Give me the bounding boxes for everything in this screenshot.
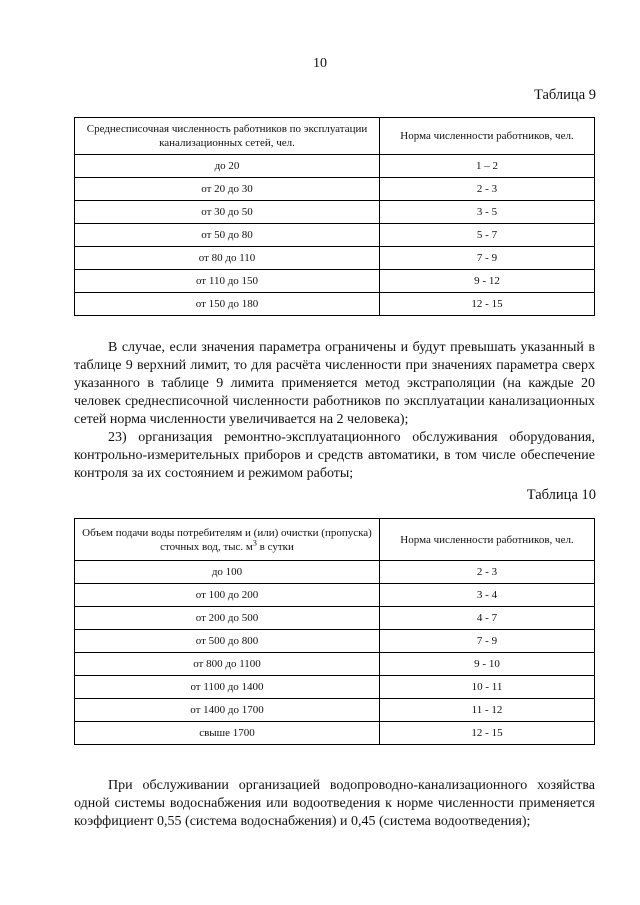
range-cell: свыше 1700 xyxy=(75,722,380,745)
norm-cell: 12 - 15 xyxy=(380,722,595,745)
range-cell: от 20 до 30 xyxy=(75,178,380,201)
table9-header-col2: Норма численности работников, чел. xyxy=(380,118,595,155)
table-row xyxy=(75,630,595,653)
table-row xyxy=(75,247,595,270)
header-text-tail: в сутки xyxy=(256,540,294,553)
table-row xyxy=(75,155,595,178)
table10 xyxy=(74,518,595,745)
header-superscript: 3 xyxy=(252,537,257,547)
norm-cell: 5 - 7 xyxy=(380,224,595,247)
norm-cell: 2 - 3 xyxy=(380,178,595,201)
table10-caption: Таблица 10 xyxy=(526,487,596,503)
table-row xyxy=(75,699,595,722)
norm-cell: 2 - 3 xyxy=(380,561,595,584)
range-cell: до 20 xyxy=(75,155,380,178)
page-number: 10 xyxy=(313,56,327,71)
range-cell: от 800 до 1100 xyxy=(75,653,380,676)
table-row xyxy=(75,607,595,630)
norm-cell: 12 - 15 xyxy=(380,293,595,316)
norm-cell: 9 - 10 xyxy=(380,653,595,676)
table9-caption: Таблица 9 xyxy=(533,87,596,103)
table10-header-col1 xyxy=(75,519,380,561)
table9 xyxy=(74,117,595,316)
table-row xyxy=(75,293,595,316)
norm-cell: 7 - 9 xyxy=(380,247,595,270)
norm-cell: 3 - 5 xyxy=(380,201,595,224)
range-cell: от 200 до 500 xyxy=(75,607,380,630)
range-cell: от 1400 до 1700 xyxy=(75,699,380,722)
norm-cell: 10 - 11 xyxy=(380,676,595,699)
norm-cell: 7 - 9 xyxy=(380,630,595,653)
table10-header-col2: Норма численности работников, чел. xyxy=(380,519,595,561)
norm-cell: 11 - 12 xyxy=(380,699,595,722)
paragraph-coefficient: При обслуживании организацией водопроводно-канализационного хозяйства одной системы водоснабжения или водоотведения к норме численности применяется коэффициент 0,55 (система водоснабжения) и 0,45 (система водоотведения); xyxy=(74,778,595,829)
norm-cell: 3 - 4 xyxy=(380,584,595,607)
table-row xyxy=(75,270,595,293)
range-cell: от 500 до 800 xyxy=(75,630,380,653)
header-text: Объем подачи воды потребителям и (или) очистки (пропуска) сточных вод, тыс. м xyxy=(82,526,372,553)
range-cell: от 80 до 110 xyxy=(75,247,380,270)
table-row xyxy=(75,201,595,224)
table-row xyxy=(75,561,595,584)
range-cell: от 150 до 180 xyxy=(75,293,380,316)
norm-cell: 4 - 7 xyxy=(380,607,595,630)
body-text-block xyxy=(74,339,595,483)
norm-cell: 1 – 2 xyxy=(380,155,595,178)
range-cell: до 100 xyxy=(75,561,380,584)
paragraph-extrapolation: В случае, если значения параметра ограничены и будут превышать указанный в таблице 9 верхний лимит, то для расчёта численности при значениях параметра сверх указанного в таблице 9 лимита применяется метод экстраполяции (на каждые 20 человек среднесписочной численности работников по эксплуатации канализационных сетей норма численности увеличивается на 2 человека); xyxy=(74,340,595,427)
range-cell: от 30 до 50 xyxy=(75,201,380,224)
table9-header-col1: Среднесписочная численность работников по эксплуатации канализационных сетей, чел. xyxy=(75,118,380,155)
table-row xyxy=(75,676,595,699)
paragraph-item-23: 23) организация ремонтно-эксплуатационного обслуживания оборудования, контрольно-измерительных приборов и средств автоматики, в том числе обеспечение контроля за их состоянием и режимом работы; xyxy=(74,430,595,481)
table10-header-row xyxy=(75,519,595,561)
range-cell: от 110 до 150 xyxy=(75,270,380,293)
range-cell: от 50 до 80 xyxy=(75,224,380,247)
table-row xyxy=(75,584,595,607)
table-row xyxy=(75,722,595,745)
table9-header-row xyxy=(75,118,595,155)
table-row xyxy=(75,224,595,247)
range-cell: от 100 до 200 xyxy=(75,584,380,607)
norm-cell: 9 - 12 xyxy=(380,270,595,293)
table-row xyxy=(75,178,595,201)
table-row xyxy=(75,653,595,676)
range-cell: от 1100 до 1400 xyxy=(75,676,380,699)
